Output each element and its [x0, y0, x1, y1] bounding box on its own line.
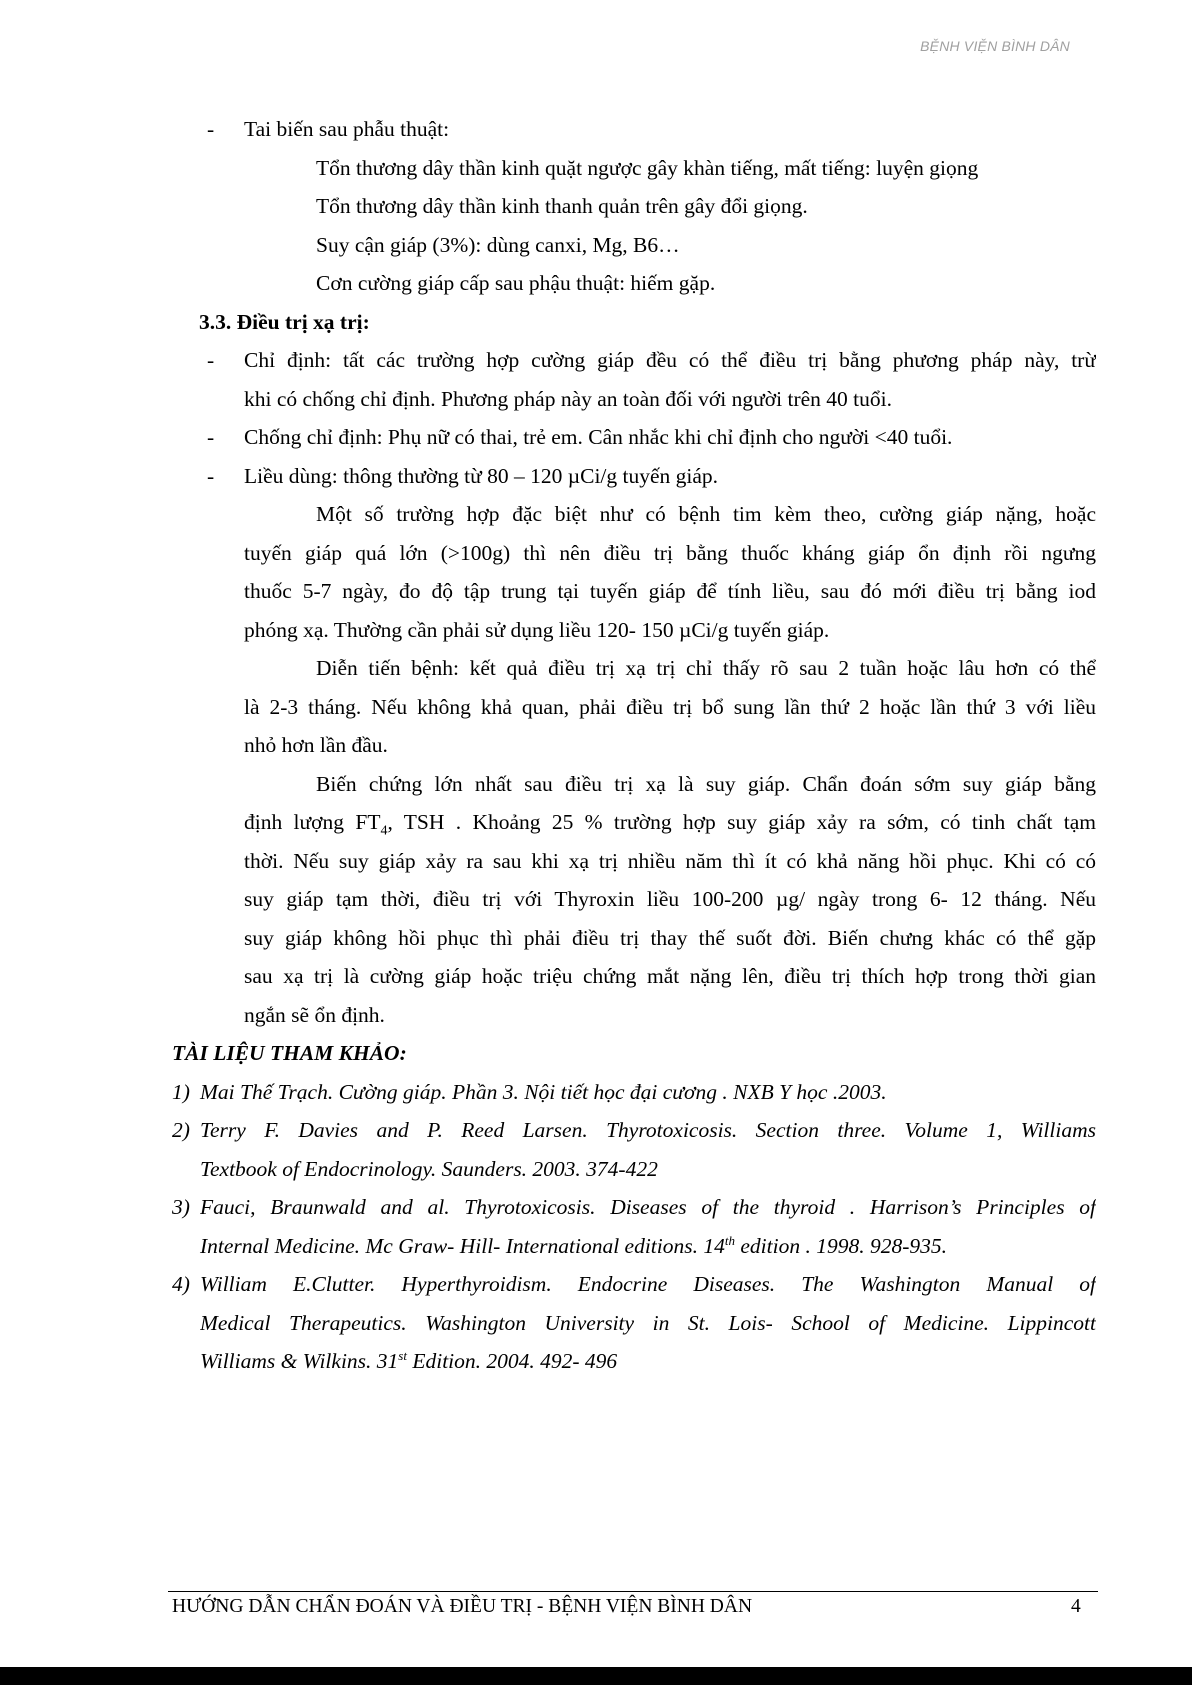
indication-bullet — [0, 341, 1192, 380]
bullet-dash: - — [207, 463, 215, 488]
reference-number: 2) — [172, 1118, 190, 1142]
bottom-band — [0, 1667, 1192, 1685]
indication-line-2: khi có chống chỉ định. Phương pháp này an toàn đối với người trên 40 tuổi. — [244, 386, 892, 411]
reference-item — [0, 1073, 1192, 1112]
paragraph-1 — [0, 495, 1192, 534]
paragraph-line: tuyến giáp quá lớn (>100g) thì nên điều trị bằng thuốc kháng giáp ổn định rồi ngưng — [244, 540, 1096, 565]
complications-title: Tai biến sau phẫu thuật: — [244, 117, 450, 141]
page-number: 4 — [1071, 1596, 1081, 1617]
paragraph-line: Diễn tiến bệnh: kết quả điều trị xạ trị chỉ thấy rõ sau 2 tuần hoặc lâu hơn có thể — [316, 656, 1096, 680]
reference-number: 1) — [172, 1079, 190, 1104]
reference-item — [0, 1188, 1192, 1227]
reference-text: Mai Thế Trạch. Cường giáp. Phần 3. Nội tiết học đại cương . NXB Y học .2003. — [200, 1079, 887, 1104]
reference-text: William E.Clutter. Hyperthyroidism. Endocrine Diseases. The Washington Manual of — [200, 1272, 1096, 1296]
complication-item: Tổn thương dây thần kinh thanh quản trên gây đổi giọng. — [316, 194, 808, 218]
reference-text: Terry F. Davies and P. Reed Larsen. Thyrotoxicosis. Section three. Volume 1, Williams — [200, 1118, 1096, 1142]
references-title: TÀI LIỆU THAM KHẢO: — [172, 1041, 407, 1065]
reference-text: Internal Medicine. Mc Graw- Hill- International editions. 14th edition . 1998. 928-935. — [200, 1232, 947, 1258]
complication-item: Suy cận giáp (3%): dùng canxi, Mg, B6… — [316, 232, 680, 257]
bullet-dash: - — [207, 117, 215, 141]
indication-line-1: Chỉ định: tất các trường hợp cường giáp đều có thể điều trị bằng phương pháp này, trừ — [244, 348, 1096, 372]
section-heading: 3.3. Điều trị xạ trị: — [199, 309, 370, 334]
bullet-dash: - — [207, 348, 215, 372]
bullet-dash: - — [207, 425, 215, 449]
paragraph-line: phóng xạ. Thường cần phải sử dụng liều 120- 150 µCi/g tuyến giáp. — [244, 617, 830, 642]
paragraph-line: nhỏ hơn lần đầu. — [244, 733, 388, 757]
complication-item: Cơn cường giáp cấp sau phậu thuật: hiếm gặp. — [316, 271, 716, 295]
paragraph-line: là 2-3 tháng. Nếu không khả quan, phải điều trị bổ sung lần thứ 2 hoặc lần thứ 3 với liều — [244, 694, 1096, 719]
paragraph-line: suy giáp không hồi phục thì phải điều trị thay thế suốt đời. Biến chưng khác có thể gặp — [244, 925, 1096, 950]
page-content — [0, 110, 1192, 1381]
reference-text: Williams & Wilkins. 31st Edition. 2004. 492- 496 — [200, 1347, 618, 1373]
reference-text: Fauci, Braunwald and al. Thyrotoxicosis. Diseases of the thyroid . Harrison’s Principles of — [200, 1195, 1096, 1219]
footer-title: HƯỚNG DẪN CHẨN ĐOÁN VÀ ĐIỀU TRỊ - BỆNH VIỆN BÌNH DÂN — [172, 1596, 753, 1617]
complications-bullet — [0, 110, 1192, 149]
complication-item: Tổn thương dây thần kinh quặt ngược gây khàn tiếng, mất tiếng: luyện giọng — [316, 155, 979, 180]
footer-rule — [168, 1591, 1098, 1592]
paragraph-line: ngắn sẽ ổn định. — [244, 1002, 385, 1027]
reference-item — [0, 1111, 1192, 1150]
reference-number: 4) — [172, 1272, 190, 1296]
paragraph-line: sau xạ trị là cường giáp hoặc triệu chứng mắt nặng lên, điều trị thích hợp trong thời gian — [244, 964, 1096, 988]
paragraph-line: định lượng $FT_4$, TSH . Khoảng 25 % trường hợp suy giáp xảy ra sớm, có tinh chất tạm — [244, 810, 1096, 839]
reference-text: Medical Therapeutics. Washington University in St. Lois- School of Medicine. Lippincott — [200, 1310, 1096, 1335]
running-header: BỆNH VIỆN BÌNH DÂN — [920, 38, 1070, 54]
paragraph-line: thuốc 5-7 ngày, đo độ tập trung tại tuyến giáp để tính liều, sau đó mới điều trị bằng iod — [244, 579, 1096, 603]
reference-number: 3) — [172, 1195, 190, 1219]
contraindication-text: Chống chỉ định: Phụ nữ có thai, trẻ em. Cân nhắc khi chỉ định cho người <40 tuổi. — [244, 425, 953, 449]
paragraph-line: thời. Nếu suy giáp xảy ra sau khi xạ trị nhiều năm thì ít có khả năng hồi phục. Khi có có — [244, 848, 1096, 873]
reference-item — [0, 1265, 1192, 1304]
paragraph-line: suy giáp tạm thời, điều trị với Thyroxin liều 100-200 µg/ ngày trong 6- 12 tháng. Nếu — [244, 887, 1096, 911]
dosage-text: Liều dùng: thông thường từ 80 – 120 µCi/g tuyến giáp. — [244, 463, 719, 488]
contraindication-bullet — [0, 418, 1192, 457]
dosage-bullet — [0, 457, 1192, 496]
reference-text: Textbook of Endocrinology. Saunders. 2003. 374-422 — [200, 1156, 658, 1181]
paragraph-line: Biến chứng lớn nhất sau điều trị xạ là suy giáp. Chẩn đoán sớm suy giáp bằng — [316, 771, 1096, 796]
paragraph-line: Một số trường hợp đặc biệt như có bệnh tim kèm theo, cường giáp nặng, hoặc — [316, 502, 1096, 526]
